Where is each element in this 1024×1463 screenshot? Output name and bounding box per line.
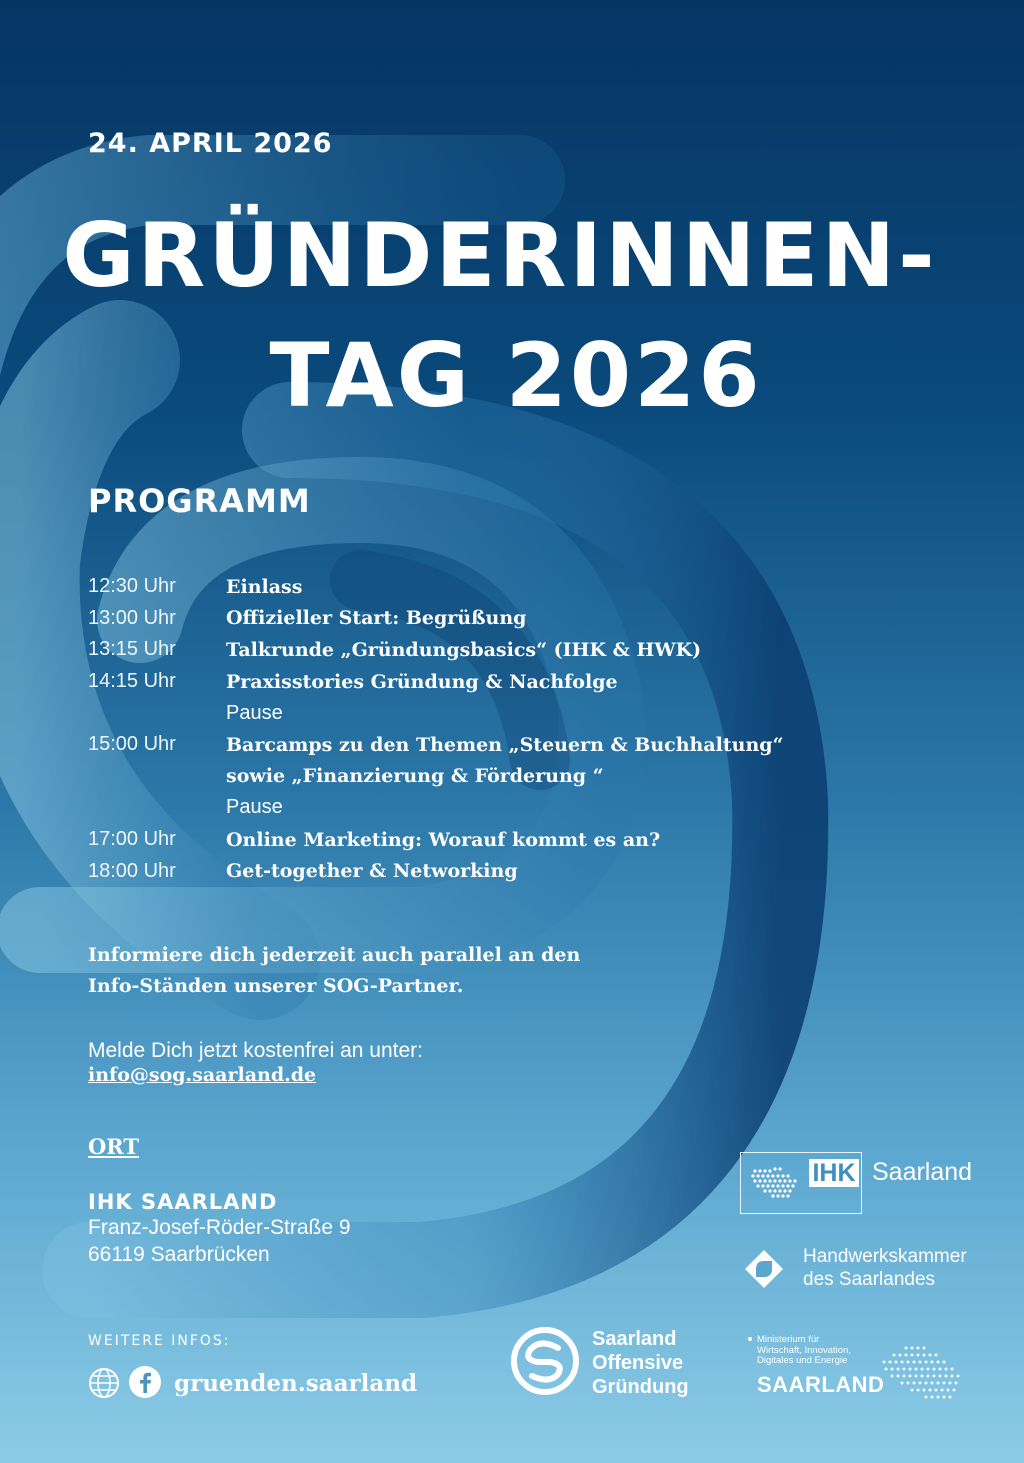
schedule-row [88, 729, 808, 761]
schedule-row [88, 666, 808, 698]
schedule-row [88, 855, 808, 887]
schedule-row [88, 824, 808, 856]
schedule-event: sowie „Finanzierung & Förderung “ [226, 765, 604, 788]
hwk-line-1: Handwerkskammer [803, 1246, 967, 1267]
ihk-abbr: IHK [809, 1159, 859, 1187]
sog-line-3: Gründung [592, 1376, 689, 1398]
info-line-2: Info-Ständen unserer SOG-Partner. [88, 975, 464, 997]
sog-line-1: Saarland [592, 1328, 677, 1350]
registration-email-link[interactable]: info@sog.saarland.de [88, 1064, 317, 1086]
schedule-time: 12:30 Uhr [88, 575, 176, 598]
registration-text: Melde Dich jetzt kostenfrei an unter: [88, 1039, 423, 1062]
sog-name [592, 1327, 689, 1399]
schedule-row [88, 697, 808, 729]
schedule-time: 13:00 Uhr [88, 606, 176, 629]
schedule-event: Barcamps zu den Themen „Steuern & Buchhaltung“ [226, 733, 784, 756]
hwk-name [803, 1245, 967, 1291]
saarland-map-icon [747, 1161, 807, 1205]
schedule-event: Einlass [226, 575, 303, 598]
hwk-logo-icon [744, 1249, 784, 1289]
title-line-2: TAG 2026 [269, 324, 763, 427]
more-info-label: WEITERE INFOS: [88, 1333, 231, 1349]
facebook-icon[interactable] [128, 1365, 162, 1399]
schedule-event: Get-together & Networking [226, 860, 518, 883]
program-schedule [88, 571, 808, 887]
schedule-event: Praxisstories Gründung & Nachfolge [226, 670, 618, 693]
schedule-event: Offizieller Start: Begrüßung [226, 607, 527, 630]
sog-line-2: Offensive [592, 1352, 684, 1374]
hwk-line-2: des Saarlandes [803, 1269, 936, 1290]
schedule-break: Pause [226, 796, 283, 819]
schedule-row [88, 792, 808, 824]
schedule-time: 13:15 Uhr [88, 638, 176, 661]
ministry-line-1: Ministerium für [757, 1334, 820, 1345]
schedule-event: Talkrunde „Gründungsbasics“ (IHK & HWK) [226, 638, 702, 661]
schedule-time: 14:15 Uhr [88, 670, 176, 693]
title-line-1: GRÜNDERINNEN- [62, 204, 938, 307]
website-link[interactable]: gruenden.saarland [174, 1370, 418, 1397]
venue-city: 66119 Saarbrücken [88, 1243, 270, 1266]
schedule-time: 15:00 Uhr [88, 733, 176, 756]
sog-logo-icon [510, 1326, 580, 1396]
info-line-1: Informiere dich jederzeit auch parallel an den [88, 944, 581, 966]
program-heading: PROGRAMM [88, 482, 311, 520]
ministry-line-2: Wirtschaft, Innovation, [757, 1344, 851, 1356]
venue-name: IHK SAARLAND [88, 1190, 278, 1214]
ministry-saarland: SAARLAND [757, 1372, 885, 1397]
ministry-name [757, 1335, 851, 1367]
saarland-map-logo [876, 1340, 966, 1406]
globe-icon[interactable] [88, 1367, 120, 1399]
schedule-row [88, 634, 808, 666]
schedule-row [88, 571, 808, 603]
location-heading: ORT [88, 1134, 140, 1159]
ministry-bullet [748, 1337, 752, 1341]
schedule-time: 17:00 Uhr [88, 828, 176, 851]
schedule-time: 18:00 Uhr [88, 859, 176, 882]
schedule-break: Pause [226, 701, 283, 724]
schedule-row [88, 761, 808, 793]
schedule-row [88, 603, 808, 635]
event-date: 24. APRIL 2026 [88, 128, 333, 159]
info-text [88, 940, 580, 1002]
venue-street: Franz-Josef-Röder-Straße 9 [88, 1216, 351, 1239]
ihk-logo-frame [740, 1152, 862, 1214]
schedule-event: Online Marketing: Worauf kommt es an? [226, 828, 661, 851]
ihk-name: Saarland [872, 1158, 973, 1186]
ministry-line-3: Digitales und Energie [757, 1355, 848, 1366]
ihk-logo [740, 1152, 973, 1214]
